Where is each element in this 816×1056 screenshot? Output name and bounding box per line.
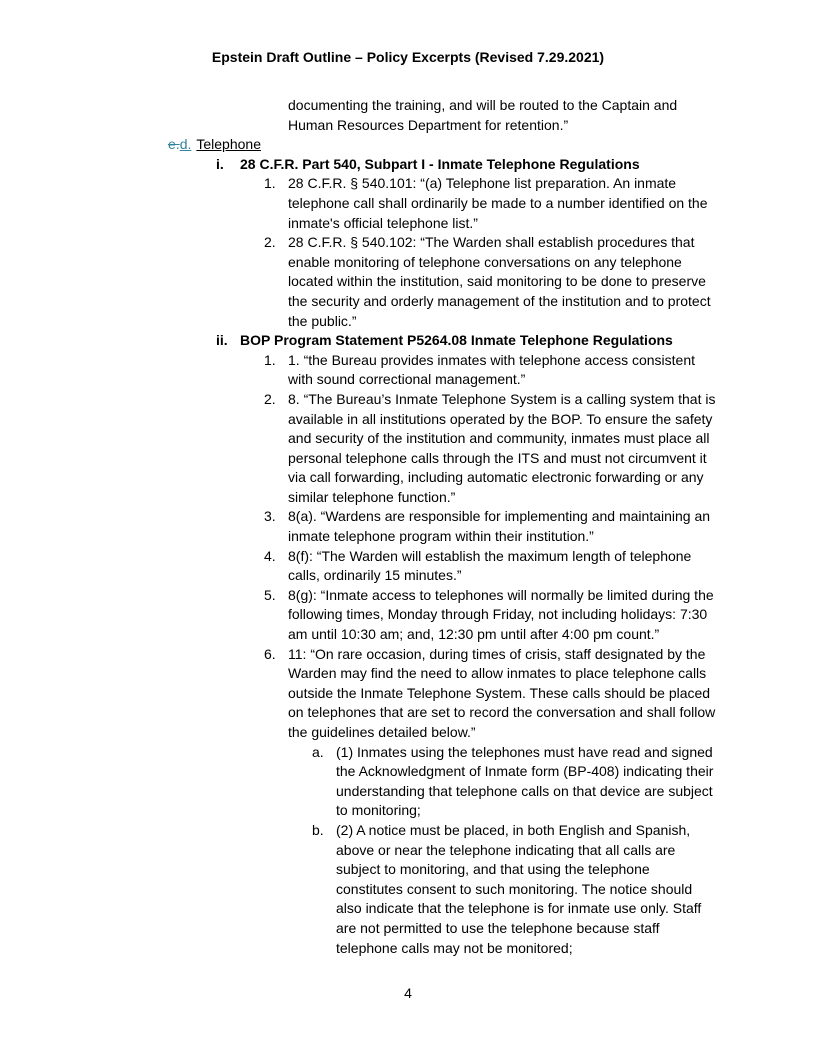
- telephone-label: Telephone: [196, 136, 261, 153]
- outline-item-number: [264, 586, 720, 645]
- outline-item-text: 28 C.F.R. § 540.102: “The Warden shall establish procedures that enable monitoring of telephone conversations on any telephone located within the institution, said monitoring to be done to preserve the security and orderly management of the institution and to protect the public.”: [288, 234, 711, 329]
- paragraph-continuation: documenting the training, and will be routed to the Captain and Human Resources Department for retention.”: [288, 97, 678, 133]
- tracked-change-deleted-marker: e.: [168, 136, 180, 153]
- list-marker: 2.: [264, 390, 276, 407]
- list-marker: 6.: [264, 645, 276, 662]
- outline-item-number: [264, 233, 720, 331]
- outline-item-text: 11: “On rare occasion, during times of crisis, staff designated by the Warden may find the need to allow inmates to place telephone calls outside the Inmate Telephone System. These calls should be placed on telephones that are set to record the conversation and shall follow the guidelines detailed below.”: [288, 645, 716, 740]
- list-marker: a.: [312, 743, 324, 760]
- outline-item-text: 8(g): “Inmate access to telephones will normally be limited during the following times, Monday through Friday, not including holidays: 7:30 am until 10:30 am; and, 12:30 pm until after 4:00 pm count.”: [288, 586, 714, 643]
- outline-item-letter: [312, 743, 720, 821]
- outline-item-number: [264, 547, 720, 586]
- list-marker: i.: [216, 155, 224, 172]
- outline-heading-text: 28 C.F.R. Part 540, Subpart I - Inmate Telephone Regulations: [240, 155, 640, 172]
- outline-item-text: 1. “the Bureau provides inmates with telephone access consistent with sound correctional management.”: [288, 351, 696, 388]
- document-body: [0, 96, 720, 958]
- outline-item-text: 8(f): “The Warden will establish the maximum length of telephone calls, ordinarily 15 minutes.”: [288, 547, 692, 584]
- outline-item-text: 8. “The Bureau’s Inmate Telephone System is a calling system that is available in all institutions operated by the BOP. To ensure the safety and security of the institution and community, inmates must place all personal telephone calls through the ITS and must not circumvent it via call forwarding, including automatic electronic forwarding or any similar telephone function.”: [288, 390, 716, 505]
- outline-item-number: [264, 507, 720, 546]
- page-number: 4: [404, 985, 412, 1001]
- document-title: Epstein Draft Outline – Policy Excerpts (Revised 7.29.2021): [211, 49, 605, 65]
- list-marker: ii.: [216, 332, 228, 349]
- list-marker: b.: [312, 821, 324, 838]
- list-marker: 1.: [264, 175, 276, 192]
- list-marker: 2.: [264, 234, 276, 251]
- outline-item-letter: [312, 821, 720, 958]
- outline-item-text: 28 C.F.R. § 540.101: “(a) Telephone list preparation. An inmate telephone call shall ordinarily be made to a number identified on the inmate's official telephone list.”: [288, 175, 708, 231]
- outline-item-telephone: [168, 135, 720, 155]
- outline-item-roman-i: [216, 155, 720, 175]
- outline-item-number: [264, 390, 720, 508]
- list-marker: 5.: [264, 586, 276, 603]
- outline-item-text: (2) A notice must be placed, in both English and Spanish, above or near the telephone indicating that all calls are subject to monitoring, and that using the telephone constitutes consent to such monitoring. The notice should also indicate that the telephone is for inmate use only. Staff are not permitted to use the telephone because staff telephone calls may not be monitored;: [336, 821, 702, 956]
- outline-item-roman-ii: [216, 331, 720, 351]
- outline-item-text: (1) Inmates using the telephones must have read and signed the Acknowledgment of Inmate form (BP-408) indicating their understanding that telephone calls on that device are subject to monitoring;: [336, 743, 714, 819]
- list-marker: 1.: [264, 351, 276, 368]
- outline-item-number: [264, 174, 720, 233]
- list-marker: 3.: [264, 508, 276, 525]
- outline-item-text: 8(a). “Wardens are responsible for implementing and maintaining an inmate telephone program within their institution.”: [288, 508, 711, 545]
- list-marker: 4.: [264, 547, 276, 564]
- outline-heading-text: BOP Program Statement P5264.08 Inmate Telephone Regulations: [240, 332, 673, 349]
- tracked-change-inserted-marker: d.: [179, 136, 192, 153]
- outline-item-number: [264, 351, 720, 390]
- outline-item-number: [264, 645, 720, 743]
